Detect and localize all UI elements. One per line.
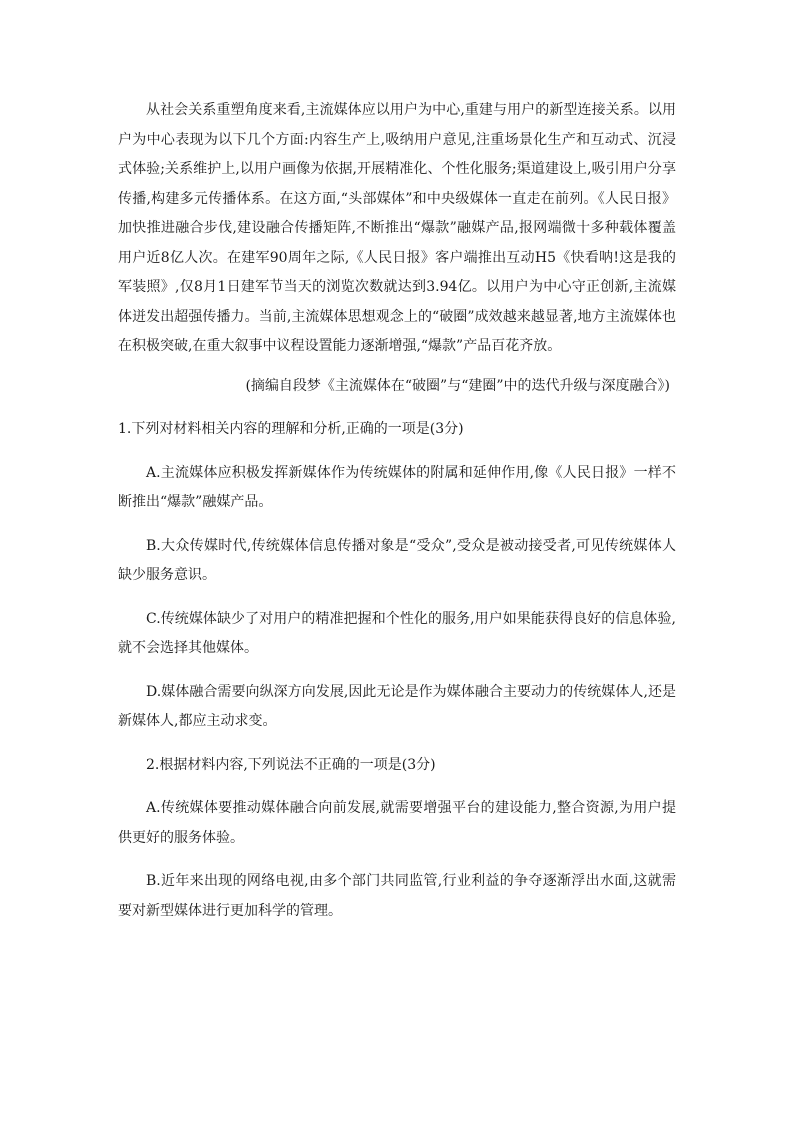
question-1-option-b: B.大众传媒时代,传统媒体信息传播对象是“受众”,受众是被动接受者,可见传统媒体人缺少服务意识。 (118, 537, 676, 583)
question-1-option-c: C.传统媒体缺少了对用户的精准把握和个性化的服务,用户如果能获得良好的信息体验,就不会选择其他媒体。 (118, 610, 676, 656)
document-page (118, 96, 676, 926)
question-1-option-d: D.媒体融合需要向纵深方向发展,因此无论是作为媒体融合主要动力的传统媒体人,还是新媒体人,都应主动求变。 (118, 683, 676, 729)
passage-source: (摘编自段梦《主流媒体在“破圈”与“建圈”中的迭代升级与深度融合》) (245, 377, 670, 394)
passage-paragraph: 从社会关系重塑角度来看,主流媒体应以用户为中心,重建与用户的新型连接关系。以用户为中心表现为以下几个方面:内容生产上,吸纳用户意见,注重场景化生产和互动式、沉浸式体验;关系维护上,以用户画像为依据,开展精准化、个性化服务;渠道建设上,吸引用户分享传播,构建多元传播体系。在这方面,“头部媒体”和中央级媒体一直走在前列。《人民日报》加快推进融合步伐,建设融合传播矩阵,不断推出“爆款”融媒产品,报网端微十多种载体覆盖用户近8亿人次。在建军90周年之际,《人民日报》客户端推出互动H5《快看呐!这是我的军装照》,仅8月1日建军节当天的浏览次数就达到3.94亿。以用户为中心守正创新,主流媒体迸发出超强传播力。当前,主流媒体思想观念上的“破圈”成效越来越显著,地方主流媒体也在积极突破,在重大叙事中议程设置能力逐渐增强,“爆款”产品百花齐放。 (118, 102, 676, 354)
question-2-option-b: B.近年来出现的网络电视,由多个部门共同监管,行业利益的争夺逐渐浮出水面,这就需要对新型媒体进行更加科学的管理。 (118, 873, 676, 919)
question-1-stem: 1.下列对材料相关内容的理解和分析,正确的一项是(3分) (118, 421, 464, 437)
question-2-stem: 2.根据材料内容,下列说法不正确的一项是(3分) (146, 756, 436, 773)
question-2-option-a: A.传统媒体要推动媒体融合向前发展,就需要增强平台的建设能力,整合资源,为用户提供更好的服务体验。 (118, 800, 676, 846)
question-1-option-a: A.主流媒体应积极发挥新媒体作为传统媒体的附属和延伸作用,像《人民日报》一样不断推出“爆款”融媒产品。 (118, 464, 676, 510)
